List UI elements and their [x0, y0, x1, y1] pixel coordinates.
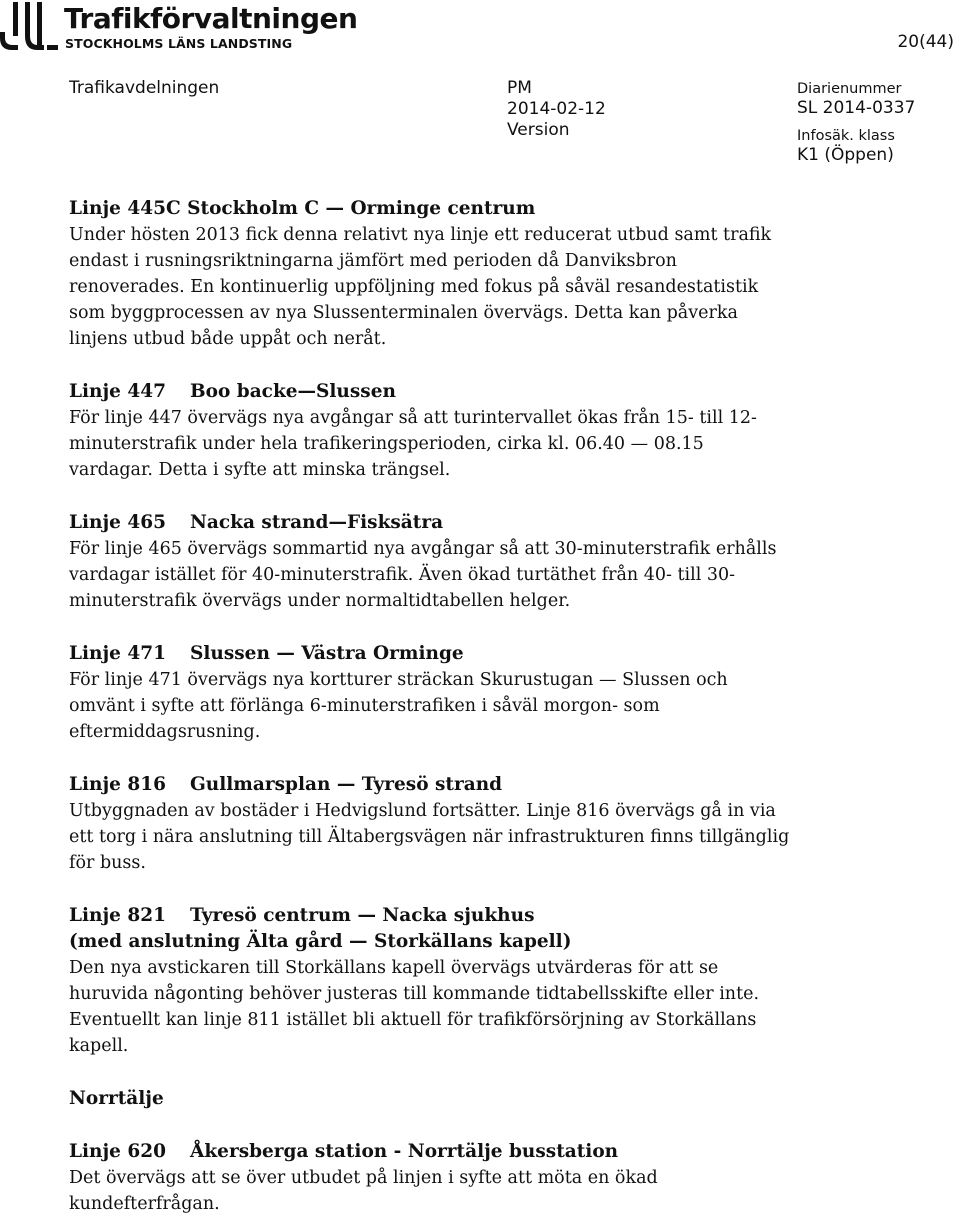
section-title: [69, 510, 949, 536]
page-number: 20(44): [897, 32, 954, 52]
section-821: [69, 903, 949, 1059]
section-471: [69, 641, 949, 745]
route-name: Nacka strand—Fisksätra: [190, 512, 444, 533]
classification-block: [797, 80, 915, 166]
document-type: PM: [507, 78, 532, 98]
infosak-value: K1 (Öppen): [797, 145, 894, 165]
diarienummer-label: Diarienummer: [797, 81, 902, 97]
line-number: Linje 471: [69, 643, 167, 664]
section-title: [69, 641, 949, 667]
section-text: Den nya avstickaren till Storkällans kapell övervägs utvärderas för att se huruvida någonting behöver justeras till kommande tidtabellsskifte eller inte. Eventuellt kan linje 811 istället bli aktuell för trafikförsörjning av Storkällans kapell.: [69, 958, 760, 1056]
document-info-block: [507, 78, 606, 141]
logo-subtitle: STOCKHOLMS LÄNS LANDSTING: [65, 36, 293, 51]
line-number: Linje 465: [69, 512, 167, 533]
section-title: [69, 772, 949, 798]
route-name: Gullmarsplan — Tyresö strand: [190, 774, 503, 795]
section-title: Linje 445C Stockholm C — Orminge centrum: [69, 198, 536, 219]
infosak-label: Infosäk. klass: [797, 128, 895, 144]
section-title: [69, 379, 949, 405]
line-number: Linje 447: [69, 381, 167, 402]
section-text: Utbyggnaden av bostäder i Hedvigslund fortsätter. Linje 816 övervägs gå in via ett torg i nära anslutning till Ältabergsvägen när infrastrukturen finns tillgänglig för buss.: [69, 801, 790, 873]
department-block: [69, 78, 219, 99]
section-text: Under hösten 2013 fick denna relativt nya linje ett reducerat utbud samt trafik endast i rusningsriktningarna jämfört med perioden då Danviksbron renoverades. En kontinuerlig uppföljning med fokus på såväl resandestatistik som byggprocessen av nya Slussenterminalen övervägs. Detta kan påverka linjens utbud både uppåt och neråt.: [69, 225, 772, 349]
organization-logo: [0, 0, 358, 56]
section-text: Det övervägs att se över utbudet på linjen i syfte att möta en ökad kundefterfrågan.: [69, 1168, 658, 1214]
document-version: Version: [507, 120, 570, 140]
region-heading: Norrtälje: [69, 1088, 164, 1109]
line-number: Linje 816: [69, 774, 167, 795]
route-name: Slussen — Västra Orminge: [190, 643, 464, 664]
route-name: Boo backe—Slussen: [190, 381, 396, 402]
section-816: [69, 772, 949, 876]
line-number: Linje 821: [69, 905, 167, 926]
section-620: [69, 1139, 949, 1217]
section-title: [69, 903, 949, 929]
section-447: [69, 379, 949, 483]
document-date: 2014-02-12: [507, 99, 606, 119]
line-number: Linje 620: [69, 1141, 167, 1162]
section-title: [69, 1139, 949, 1165]
route-name: Tyresö centrum — Nacka sjukhus: [190, 905, 535, 926]
section-text: För linje 447 övervägs nya avgångar så att turintervallet ökas från 15- till 12- minuterstrafik under hela trafikeringsperioden, cirka kl. 06.40 — 08.15 vardagar. Detta i syfte att minska trängsel.: [69, 408, 757, 480]
route-subtitle: (med anslutning Älta gård — Storkällans kapell): [69, 931, 572, 952]
section-465: [69, 510, 949, 614]
section-445c: [69, 196, 949, 352]
diarienummer-value: SL 2014-0337: [797, 98, 916, 118]
section-text: För linje 471 övervägs nya kortturer sträckan Skurustugan — Slussen och omvänt i syfte att förlänga 6-minuterstrafiken i såväl morgon- som eftermiddagsrusning.: [69, 670, 728, 742]
logo-name: Trafikförvaltningen: [64, 2, 358, 35]
route-name: Åkersberga station - Norrtälje busstation: [190, 1141, 619, 1162]
sll-logo-mark-icon: [0, 2, 58, 50]
section-text: För linje 465 övervägs sommartid nya avgångar så att 30-minuterstrafik erhålls vardagar istället för 40-minuterstrafik. Även ökad turtäthet från 40- till 30- minuterstrafik övervägs under normaltidtabellen helger.: [69, 539, 777, 611]
document-body: [69, 196, 949, 1217]
department: Trafikavdelningen: [69, 78, 220, 98]
